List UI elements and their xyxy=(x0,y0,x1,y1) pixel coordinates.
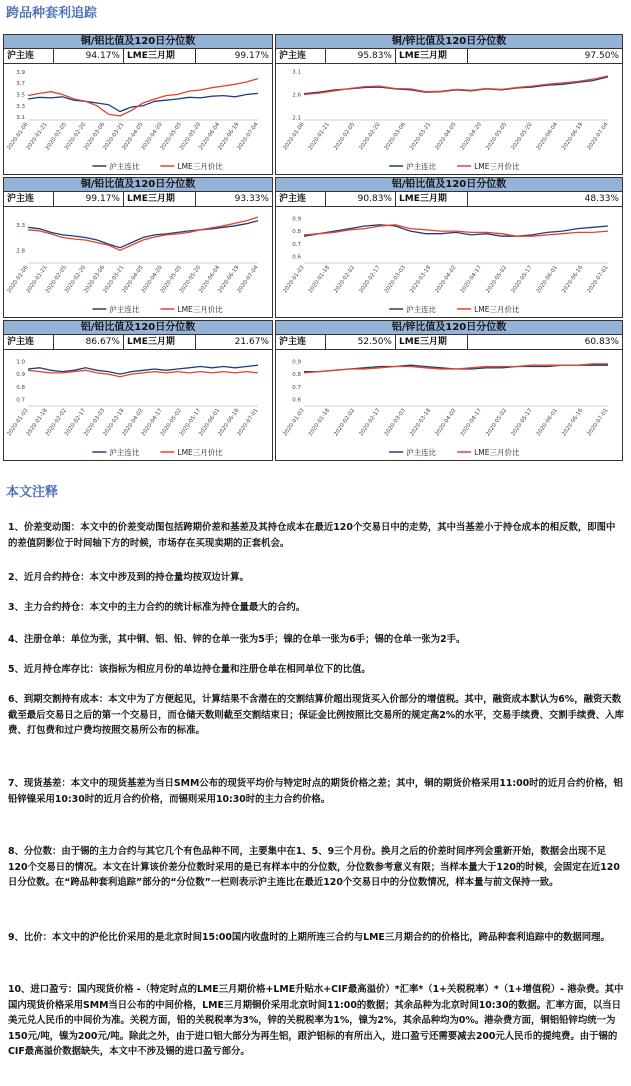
legend-shfe-label: 沪主连比 xyxy=(406,448,437,457)
x-tick-label: 2020-01-21 xyxy=(25,264,49,295)
legend-shfe-label: 沪主连比 xyxy=(406,305,437,314)
chart-title: 铝/铅比值及120日分位数 xyxy=(4,321,272,335)
label-shfe: 沪主连 xyxy=(4,49,54,63)
x-tick-label: 2020-03-18 xyxy=(409,264,433,295)
y-tick-label: 0.7 xyxy=(16,397,25,404)
note-item: 10、进口盈亏：国内现货价格 -（特定时点的LME三月期价格+LME升贴水+CIF最高溢价）*汇率*（1+关税税率）*（1+增值税）- 港杂费。其中国内现货价格采用SMM当日公布的中间价格，LME三月期铜价采用北京时间11:00的数据；其余品种为北京时间10:30的数据。汇率方面，以当日美元兑人民币的中间价为准。关税方面，铅的关税税率为3%，锌的关税税率为1%，镍为2%，其余品种均为0%。港杂费方面，铜铝铅锌均统一为150元/吨，镍为200元/吨。除此之外，由于进口铝大部分为再生铝，跟沪铝标的有所出入，进口盈亏还需要减去200元人民币的提纯费。由于锡的CIF最高溢价数据缺失，本文中不涉及锡的进口盈亏部分。 xyxy=(8,984,624,1057)
y-tick-label: 2.1 xyxy=(292,115,301,122)
section-title-tracking: 跨品种套利追踪 xyxy=(6,6,98,21)
y-tick-label: 3.9 xyxy=(16,69,25,76)
x-tick-label: 2020-01-06 xyxy=(6,264,30,295)
x-tick-label: 2020-02-05 xyxy=(44,264,68,295)
x-tick-label: 2020-06-04 xyxy=(198,264,222,295)
y-tick-label: 0.6 xyxy=(292,397,301,404)
percentile-shfe: 99.17% xyxy=(54,192,124,206)
x-tick-label: 2020-02-17 xyxy=(358,264,382,295)
percentile-shfe: 52.50% xyxy=(326,335,396,349)
y-tick-label: 0.7 xyxy=(292,384,301,391)
y-tick-label: 0.8 xyxy=(292,229,301,236)
note-item: 1、价差变动图：本文中的价差变动图包括跨期价差和基差及其持仓成本在最近120个交易日中的走势，其中当基差小于持仓成本的相反数，即图中的差值阴影位于时间轴下方的时候，市场存在买现卖期的正套机会。 xyxy=(8,522,616,549)
ratio-chart-panel xyxy=(3,34,273,175)
x-tick-label: 2020-07-04 xyxy=(236,121,260,152)
y-tick-label: 0.9 xyxy=(16,372,25,379)
note-item: 7、现货基差：本文中的现货基差为当日SMM公布的现货平均价与特定时点的期货价格之差；其中，铜的期货价格采用11:00时的近月合约价格，铝铅锌镍采用10:30时的近月合约价格，而锡则采用10:30时的主力合约价格。 xyxy=(8,778,623,805)
chart-title: 铜/铝比值及120日分位数 xyxy=(4,35,272,49)
y-tick-label: 0.7 xyxy=(292,241,301,248)
x-tick-label: 2020-01-03 xyxy=(282,407,306,438)
x-tick-label: 2020-04-20 xyxy=(459,121,483,152)
x-tick-label: 2020-05-02 xyxy=(485,264,509,295)
x-tick-label: 2020-04-05 xyxy=(434,121,458,152)
label-lme: LME三月期 xyxy=(396,192,468,206)
x-tick-label: 2020-02-05 xyxy=(44,121,68,152)
section-title-notes: 本文注释 xyxy=(6,485,59,500)
x-tick-label: 2020-06-01 xyxy=(535,407,559,438)
x-tick-label: 2020-01-18 xyxy=(307,264,331,295)
x-tick-label: 2020-04-05 xyxy=(121,121,145,152)
x-tick-label: 2020-07-01 xyxy=(236,407,260,438)
ratio-chart-panel xyxy=(275,177,623,318)
x-tick-label: 2020-03-03 xyxy=(383,407,407,438)
legend-shfe-label: 沪主连比 xyxy=(406,162,437,171)
y-tick-label: 2.8 xyxy=(16,248,25,255)
x-tick-label: 2020-04-20 xyxy=(140,264,164,295)
y-tick-label: 3.3 xyxy=(16,222,25,229)
ratio-chart-panel xyxy=(275,320,623,461)
x-tick-label: 2020-03-18 xyxy=(409,407,433,438)
ratio-chart-panel xyxy=(3,320,273,461)
x-tick-label: 2020-02-02 xyxy=(333,407,357,438)
x-tick-label: 2020-06-16 xyxy=(217,407,241,438)
note-item: 6、到期交割持有成本：本文中为了方便起见，计算结果不含潜在的交割结算价超出现货买入价部分的增值税。其中，融资成本默认为6%，融资天数截至最后交易日之后的第一个交易日，而仓储天数则截至交割结束日；保证金比例按照比交易所的规定高2%的水平，交易手续费、交割手续费、入库费、打包费和过户费均按照交易所公布的标准。 xyxy=(8,694,624,736)
x-tick-label: 2020-03-06 xyxy=(83,121,107,152)
x-tick-label: 2020-05-17 xyxy=(178,407,203,438)
x-tick-label: 2020-03-21 xyxy=(102,121,126,152)
percentile-shfe: 90.83% xyxy=(326,192,396,206)
label-lme: LME三月期 xyxy=(396,335,468,349)
y-tick-label: 0.9 xyxy=(292,359,301,366)
chart-title: 铜/锌比值及120日分位数 xyxy=(276,35,622,49)
x-tick-label: 2020-01-06 xyxy=(282,121,306,152)
note-item: 3、主力合约持仓：本文中的主力合约的统计标准为持仓量最大的合约。 xyxy=(8,602,306,613)
x-tick-label: 2020-07-04 xyxy=(236,264,260,295)
legend-lme-label: LME三月价比 xyxy=(177,305,223,314)
y-tick-label: 3.7 xyxy=(16,81,25,88)
x-tick-label: 2020-06-19 xyxy=(561,121,585,152)
series-line-shfe xyxy=(28,221,258,248)
x-tick-label: 2020-01-21 xyxy=(307,121,331,152)
x-tick-label: 2020-03-06 xyxy=(383,121,407,152)
x-tick-label: 2020-06-16 xyxy=(561,264,585,295)
x-tick-label: 2020-01-06 xyxy=(6,121,30,152)
percentile-lme: 21.67% xyxy=(234,337,269,347)
x-tick-label: 2020-01-03 xyxy=(6,407,30,438)
x-tick-label: 2020-02-02 xyxy=(333,264,357,295)
note-item: 8、分位数：由于锡的主力合约与其它几个有色品种不同，主要集中在1、5、9三个月份。换月之后的价差时间序列会重新开始，数据会出现不足120个交易日的情况。本文在计算该价差分位数时采用的是已有样本中的分位数，分位数参考意义有限；当样本量大于120的时候，会固定在近120日分位数。在“跨品种套利追踪”部分的“分位数”一栏则表示沪主连比在最近120个交易日中的分位数情况，样本量与前文保持一致。 xyxy=(8,846,620,888)
percentile-shfe: 86.67% xyxy=(54,335,124,349)
x-tick-label: 2020-02-02 xyxy=(44,407,68,438)
x-tick-label: 2020-02-17 xyxy=(358,407,382,438)
x-tick-label: 2020-07-01 xyxy=(586,407,610,438)
x-tick-label: 2020-06-01 xyxy=(198,407,222,438)
x-tick-label: 2020-04-17 xyxy=(140,407,164,438)
y-tick-label: 3.3 xyxy=(16,103,25,110)
label-shfe: 沪主连 xyxy=(4,192,54,206)
x-tick-label: 2020-05-20 xyxy=(510,121,534,152)
x-tick-label: 2020-05-17 xyxy=(510,407,534,438)
label-shfe: 沪主连 xyxy=(4,335,54,349)
x-tick-label: 2020-04-05 xyxy=(121,264,145,295)
x-tick-label: 2020-03-03 xyxy=(383,264,407,295)
label-shfe: 沪主连 xyxy=(276,49,326,63)
line-chart xyxy=(276,208,622,317)
percentile-lme: 97.50% xyxy=(584,51,619,61)
x-tick-label: 2020-06-19 xyxy=(217,121,241,152)
label-shfe: 沪主连 xyxy=(276,192,326,206)
x-tick-label: 2020-06-19 xyxy=(217,264,241,295)
line-chart xyxy=(4,65,272,174)
x-tick-label: 2020-05-05 xyxy=(159,121,183,152)
percentile-row xyxy=(4,49,272,64)
y-tick-label: 0.9 xyxy=(292,216,301,223)
percentile-shfe: 95.83% xyxy=(326,49,396,63)
label-lme: LME三月期 xyxy=(124,335,196,349)
chart-title: 铝/铅比值及120日分位数 xyxy=(276,178,622,192)
x-tick-label: 2020-02-20 xyxy=(63,121,88,152)
percentile-lme: 60.83% xyxy=(584,337,619,347)
x-tick-label: 2020-07-01 xyxy=(586,264,610,295)
x-tick-label: 2020-05-02 xyxy=(485,407,509,438)
series-line-shfe xyxy=(304,77,608,94)
line-chart xyxy=(4,208,272,317)
legend-lme-label: LME三月价比 xyxy=(474,448,520,457)
label-shfe: 沪主连 xyxy=(276,335,326,349)
label-lme: LME三月期 xyxy=(124,192,196,206)
percentile-lme: 93.33% xyxy=(234,194,269,204)
percentile-row xyxy=(276,335,622,350)
x-tick-label: 2020-06-04 xyxy=(198,121,222,152)
chart-title: 铝/锌比值及120日分位数 xyxy=(276,321,622,335)
x-tick-label: 2020-02-20 xyxy=(358,121,382,152)
y-tick-label: 3.5 xyxy=(16,92,25,99)
y-tick-label: 3.1 xyxy=(292,69,301,76)
x-tick-label: 2020-05-20 xyxy=(178,264,203,295)
x-tick-label: 2020-04-02 xyxy=(434,264,458,295)
x-tick-label: 2020-05-05 xyxy=(485,121,509,152)
legend-shfe-label: 沪主连比 xyxy=(109,448,140,457)
x-tick-label: 2020-04-02 xyxy=(434,407,458,438)
legend-lme-label: LME三月价比 xyxy=(177,448,223,457)
series-line-lme xyxy=(304,76,608,95)
x-tick-label: 2020-03-06 xyxy=(83,264,107,295)
x-tick-label: 2020-01-18 xyxy=(307,407,331,438)
percentile-shfe: 94.17% xyxy=(54,49,124,63)
x-tick-label: 2020-04-20 xyxy=(140,121,164,152)
x-tick-label: 2020-05-17 xyxy=(510,264,534,295)
x-tick-label: 2020-03-18 xyxy=(102,407,126,438)
note-item: 2、近月合约持仓：本文中涉及到的持仓量均按双边计算。 xyxy=(8,572,249,583)
legend-shfe-label: 沪主连比 xyxy=(109,162,140,171)
series-line-lme xyxy=(28,217,258,250)
line-chart xyxy=(276,65,622,174)
x-tick-label: 2020-04-17 xyxy=(459,407,483,438)
label-lme: LME三月期 xyxy=(124,49,196,63)
percentile-row xyxy=(4,335,272,350)
y-tick-label: 0.8 xyxy=(292,372,301,379)
note-item: 4、注册仓单：单位为张，其中铜、铝、铅、锌的仓单一张为5手；镍的仓单一张为6手；锡的仓单一张为2手。 xyxy=(8,634,466,645)
y-tick-label: 2.6 xyxy=(292,92,301,99)
legend-lme-label: LME三月价比 xyxy=(474,162,520,171)
y-tick-label: 1.0 xyxy=(16,359,25,366)
x-tick-label: 2020-02-20 xyxy=(63,264,88,295)
x-tick-label: 2020-05-20 xyxy=(178,121,203,152)
x-tick-label: 2020-03-21 xyxy=(102,264,126,295)
y-tick-label: 3.1 xyxy=(16,115,25,122)
label-lme: LME三月期 xyxy=(396,49,468,63)
x-tick-label: 2020-02-05 xyxy=(333,121,357,152)
percentile-row xyxy=(4,192,272,207)
legend-lme-label: LME三月价比 xyxy=(177,162,223,171)
x-tick-label: 2020-05-02 xyxy=(159,407,183,438)
ratio-chart-panel xyxy=(275,34,623,175)
x-tick-label: 2020-01-03 xyxy=(282,264,306,295)
chart-title: 铜/铅比值及120日分位数 xyxy=(4,178,272,192)
line-chart xyxy=(276,351,622,460)
ratio-chart-panel xyxy=(3,177,273,318)
x-tick-label: 2020-06-01 xyxy=(535,264,559,295)
x-tick-label: 2020-07-04 xyxy=(586,121,610,152)
x-tick-label: 2020-06-16 xyxy=(561,407,585,438)
x-tick-label: 2020-01-21 xyxy=(25,121,49,152)
legend-lme-label: LME三月价比 xyxy=(474,305,520,314)
percentile-lme: 99.17% xyxy=(234,51,269,61)
x-tick-label: 2020-05-05 xyxy=(159,264,183,295)
note-item: 5、近月持仓库存比：该指标为相应月份的单边持仓量和注册仓单在相同单位下的比值。 xyxy=(8,664,371,675)
line-chart xyxy=(4,351,272,460)
x-tick-label: 2020-04-17 xyxy=(459,264,483,295)
x-tick-label: 2020-03-21 xyxy=(409,121,433,152)
note-item: 9、比价：本文中的沪伦比价采用的是北京时间15:00国内收盘时的上期所连三合约与LME三月期合约的价格比，跨品种套利追踪中的数据同理。 xyxy=(8,932,610,943)
x-tick-label: 2020-04-02 xyxy=(121,407,145,438)
percentile-row xyxy=(276,192,622,207)
legend-shfe-label: 沪主连比 xyxy=(109,305,140,314)
percentile-row xyxy=(276,49,622,64)
y-tick-label: 0.6 xyxy=(292,254,301,261)
x-tick-label: 2020-03-03 xyxy=(83,407,107,438)
x-tick-label: 2020-01-18 xyxy=(25,407,49,438)
x-tick-label: 2020-06-04 xyxy=(535,121,559,152)
percentile-lme: 48.33% xyxy=(584,194,619,204)
y-tick-label: 0.8 xyxy=(16,384,25,391)
x-tick-label: 2020-02-17 xyxy=(63,407,88,438)
